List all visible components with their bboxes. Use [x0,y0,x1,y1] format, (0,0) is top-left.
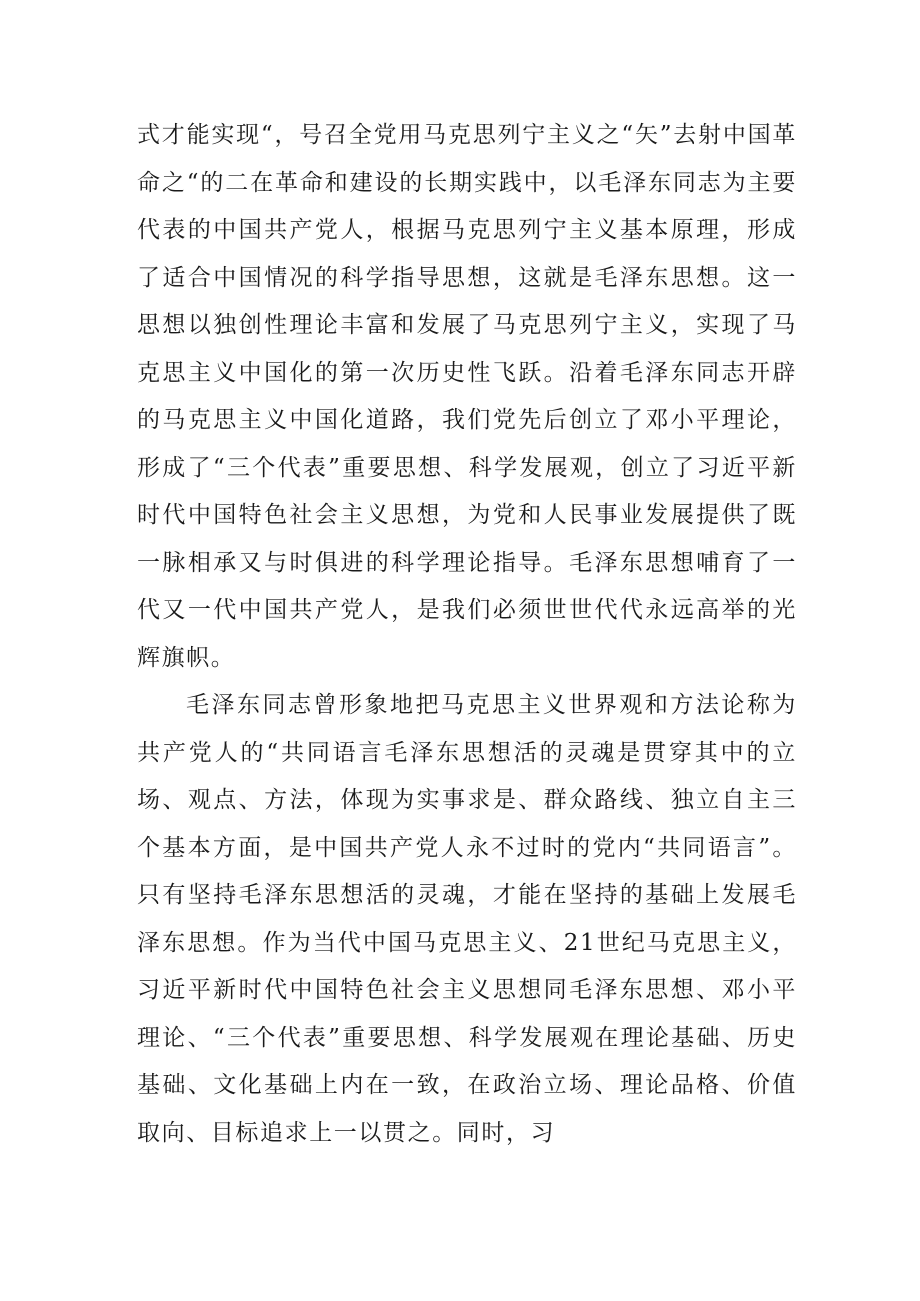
document-body [137,112,797,1157]
paragraph-2: 毛泽东同志曾形象地把马克思主义世界观和方法论称为共产党人的“共同语言毛泽东思想活的灵魂是贯穿其中的立场、观点、方法，体现为实事求是、群众路线、独立自主三个基本方面，是中国共产党人永不过时的党内“共同语言”。只有坚持毛泽东思想活的灵魂，才能在坚持的基础上发展毛泽东思想。作为当代中国马克思主义、21世纪马克思主义，习近平新时代中国特色社会主义思想同毛泽东思想、邓小平理论、“三个代表”重要思想、科学发展观在理论基础、历史基础、文化基础上内在一致，在政治立场、理论品格、价值取向、目标追求上一以贯之。同时，习 [137,692,797,1146]
paragraph-1: 式才能实现“，号召全党用马克思列宁主义之“矢”去射中国革命之“的二在革命和建设的长期实践中，以毛泽东同志为主要代表的中国共产党人，根据马克思列宁主义基本原理，形成了适合中国情况的科学指导思想，这就是毛泽东思想。这一思想以独创性理论丰富和发展了马克思列宁主义，实现了马克思主义中国化的第一次历史性飞跃。沿着毛泽东同志开辟的马克思主义中国化道路，我们党先后创立了邓小平理论，形成了“三个代表”重要思想、科学发展观，创立了习近平新时代中国特色社会主义思想，为党和人民事业发展提供了既一脉相承又与时俱进的科学理论指导。毛泽东思想哺育了一代又一代中国共产党人，是我们必须世世代代永远高举的光辉旗帜。 [137,122,797,671]
